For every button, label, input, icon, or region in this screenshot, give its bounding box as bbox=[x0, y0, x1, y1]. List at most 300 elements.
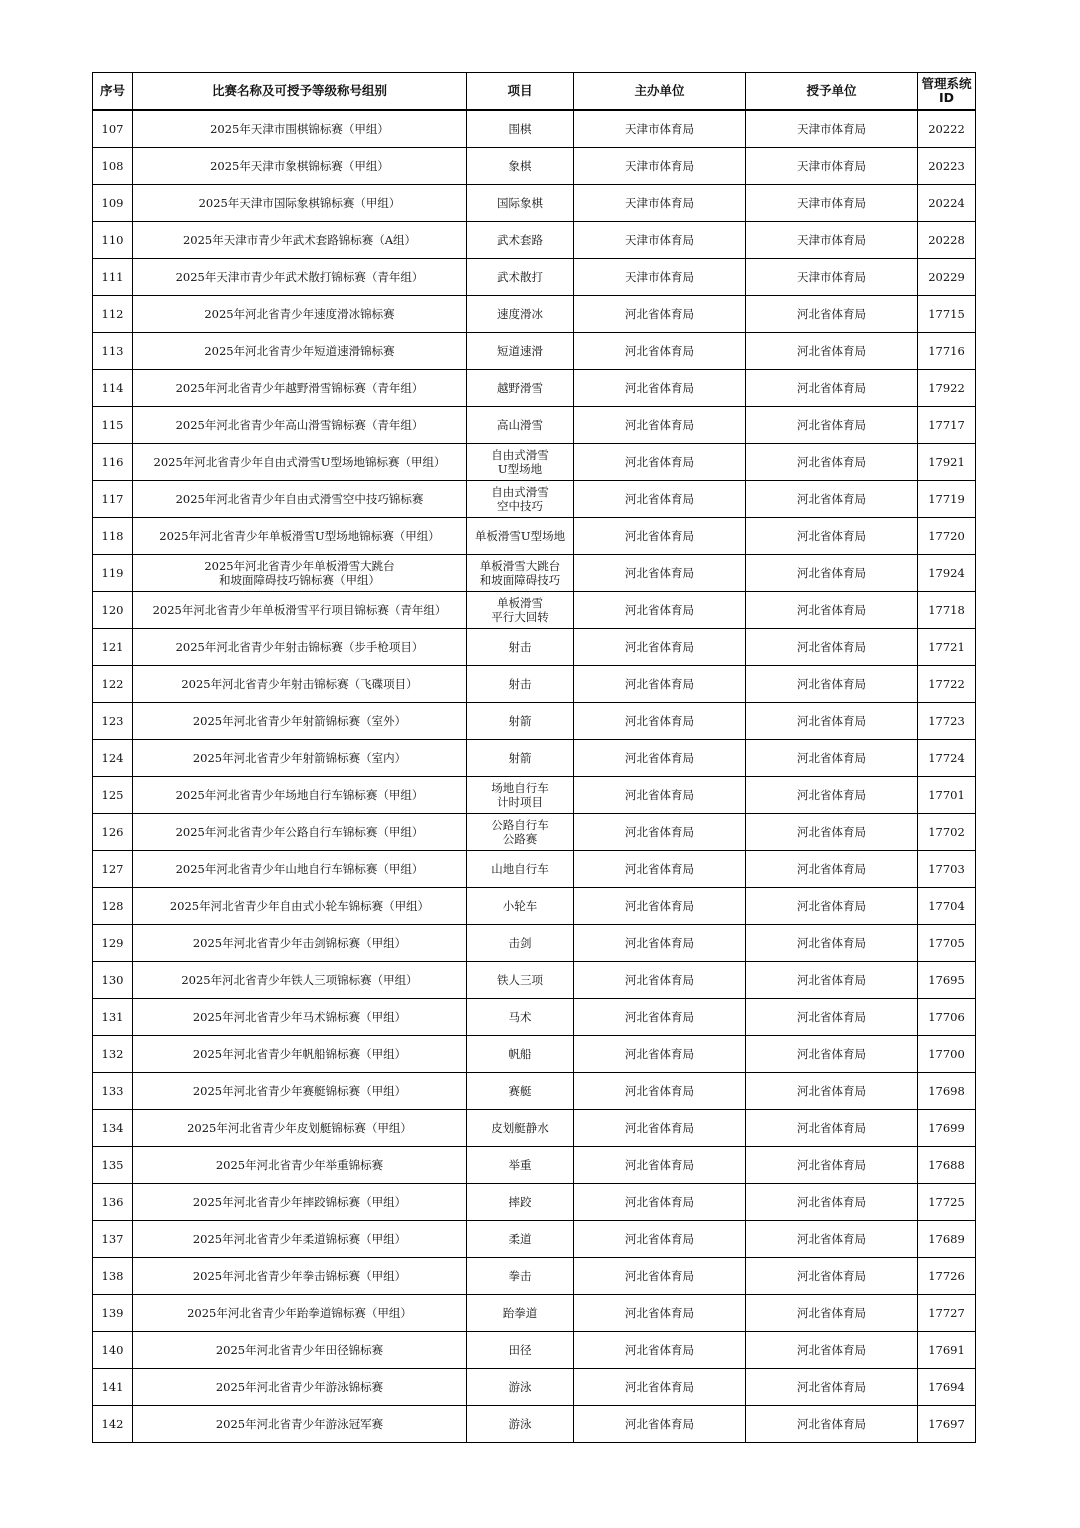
system-id-cell-text: 20222 bbox=[928, 122, 965, 136]
competition-name-cell-text: 2025年河北省青少年举重锦标赛 bbox=[215, 1158, 384, 1172]
competition-name-cell-text: 2025年河北省青少年游泳冠军赛 bbox=[215, 1417, 384, 1431]
event-cell-text: 击剑 bbox=[508, 936, 532, 950]
competition-name-cell-text: 2025年河北省青少年铁人三项锦标赛（甲组） bbox=[181, 973, 418, 987]
system-id-cell-text: 17717 bbox=[928, 418, 965, 432]
organizer-cell bbox=[574, 1110, 746, 1147]
organizer-cell-text: 天津市体育局 bbox=[625, 159, 694, 173]
system-id-cell bbox=[918, 296, 976, 333]
organizer-cell bbox=[574, 110, 746, 148]
organizer-cell bbox=[574, 555, 746, 592]
competition-name-cell-text: 2025年河北省青少年公路自行车锦标赛（甲组） bbox=[175, 825, 424, 839]
serial-cell-text: 127 bbox=[101, 862, 124, 876]
system-id-cell bbox=[918, 555, 976, 592]
organizer-cell bbox=[574, 1369, 746, 1406]
awarding-unit-cell bbox=[746, 1369, 918, 1406]
competition-name-cell bbox=[133, 1036, 467, 1073]
serial-cell bbox=[93, 1369, 133, 1406]
awarding-unit-cell-text: 河北省体育局 bbox=[797, 566, 866, 580]
event-cell-text: 皮划艇静水 bbox=[491, 1121, 549, 1135]
event-cell-text: 马术 bbox=[508, 1010, 532, 1024]
organizer-cell bbox=[574, 1221, 746, 1258]
competition-name-cell-text: 2025年河北省青少年射箭锦标赛（室外） bbox=[192, 714, 407, 728]
event-cell-text: 越野滑雪 bbox=[497, 381, 543, 395]
awarding-unit-cell-text: 河北省体育局 bbox=[797, 677, 866, 691]
competition-name-cell-text: 2025年河北省青少年田径锦标赛 bbox=[215, 1343, 384, 1357]
event-cell-text: 射箭 bbox=[508, 751, 532, 765]
organizer-cell bbox=[574, 185, 746, 222]
organizer-cell bbox=[574, 222, 746, 259]
event-cell bbox=[467, 518, 574, 555]
organizer-cell-text: 河北省体育局 bbox=[625, 1380, 694, 1394]
competition-name-cell-text: 2025年河北省青少年游泳锦标赛 bbox=[215, 1380, 384, 1394]
serial-cell bbox=[93, 148, 133, 185]
competition-name-cell bbox=[133, 1184, 467, 1221]
awarding-unit-cell-text: 河北省体育局 bbox=[797, 1121, 866, 1135]
event-cell-text: 象棋 bbox=[508, 159, 532, 173]
table-row bbox=[93, 925, 976, 962]
competition-name-cell-text: 2025年天津市象棋锦标赛（甲组） bbox=[210, 159, 389, 173]
organizer-cell bbox=[574, 481, 746, 518]
competition-name-cell-text: 2025年河北省青少年自由式滑雪空中技巧锦标赛 bbox=[175, 492, 424, 506]
serial-cell-text: 116 bbox=[101, 455, 124, 469]
serial-cell-text: 119 bbox=[101, 566, 124, 580]
serial-cell-text: 126 bbox=[101, 825, 124, 839]
awarding-unit-cell-text: 河北省体育局 bbox=[797, 825, 866, 839]
event-cell bbox=[467, 481, 574, 518]
event-cell bbox=[467, 962, 574, 999]
system-id-cell-text: 20228 bbox=[928, 233, 965, 247]
serial-cell-text: 140 bbox=[101, 1343, 124, 1357]
competition-name-cell-text: 2025年河北省青少年短道速滑锦标赛 bbox=[204, 344, 395, 358]
serial-cell bbox=[93, 629, 133, 666]
competition-name-cell-text: 2025年河北省青少年自由式小轮车锦标赛（甲组） bbox=[169, 899, 430, 913]
awarding-unit-cell bbox=[746, 666, 918, 703]
awarding-unit-cell bbox=[746, 370, 918, 407]
competition-name-cell-text: 2025年河北省青少年单板滑雪U型场地锦标赛（甲组） bbox=[159, 529, 440, 543]
system-id-cell-text: 17706 bbox=[928, 1010, 965, 1024]
table-row bbox=[93, 888, 976, 925]
competition-name-cell bbox=[133, 1406, 467, 1443]
event-cell-text: 射箭 bbox=[508, 714, 532, 728]
event-cell bbox=[467, 1147, 574, 1184]
awarding-unit-cell-text: 河北省体育局 bbox=[797, 455, 866, 469]
competition-name-cell-text: 2025年河北省青少年皮划艇锦标赛（甲组） bbox=[187, 1121, 412, 1135]
system-id-cell bbox=[918, 518, 976, 555]
organizer-cell bbox=[574, 1184, 746, 1221]
table-body bbox=[93, 110, 976, 1443]
awarding-unit-cell bbox=[746, 814, 918, 851]
serial-cell-text: 125 bbox=[101, 788, 124, 802]
table-row bbox=[93, 1110, 976, 1147]
serial-cell-text: 112 bbox=[101, 307, 124, 321]
event-cell bbox=[467, 1110, 574, 1147]
system-id-cell bbox=[918, 814, 976, 851]
competition-name-cell bbox=[133, 925, 467, 962]
event-cell-text: 武术套路 bbox=[497, 233, 543, 247]
system-id-cell bbox=[918, 851, 976, 888]
awarding-unit-cell-text: 天津市体育局 bbox=[797, 196, 866, 210]
serial-cell bbox=[93, 1147, 133, 1184]
system-id-cell bbox=[918, 333, 976, 370]
event-cell bbox=[467, 148, 574, 185]
organizer-cell bbox=[574, 518, 746, 555]
competition-name-cell bbox=[133, 148, 467, 185]
serial-cell-text: 132 bbox=[101, 1047, 124, 1061]
organizer-cell bbox=[574, 814, 746, 851]
competition-name-cell-text: 2025年河北省青少年摔跤锦标赛（甲组） bbox=[192, 1195, 407, 1209]
table-row bbox=[93, 333, 976, 370]
event-cell bbox=[467, 740, 574, 777]
system-id-cell-text: 17691 bbox=[928, 1343, 965, 1357]
awarding-unit-cell bbox=[746, 777, 918, 814]
awarding-unit-cell-text: 河北省体育局 bbox=[797, 788, 866, 802]
table-row bbox=[93, 1221, 976, 1258]
table-row bbox=[93, 814, 976, 851]
table-header-row bbox=[93, 73, 976, 111]
organizer-cell-text: 河北省体育局 bbox=[625, 1084, 694, 1098]
event-cell bbox=[467, 333, 574, 370]
organizer-cell-text: 河北省体育局 bbox=[625, 1343, 694, 1357]
serial-cell bbox=[93, 1221, 133, 1258]
table-row bbox=[93, 703, 976, 740]
organizer-cell bbox=[574, 444, 746, 481]
awarding-unit-cell bbox=[746, 481, 918, 518]
organizer-cell bbox=[574, 740, 746, 777]
system-id-cell-text: 17699 bbox=[928, 1121, 965, 1135]
event-cell bbox=[467, 814, 574, 851]
system-id-cell bbox=[918, 1369, 976, 1406]
table-row bbox=[93, 1369, 976, 1406]
organizer-cell bbox=[574, 925, 746, 962]
serial-cell-text: 131 bbox=[101, 1010, 124, 1024]
competition-name-cell-text: 2025年河北省青少年跆拳道锦标赛（甲组） bbox=[187, 1306, 412, 1320]
table-row bbox=[93, 1295, 976, 1332]
organizer-cell-text: 河北省体育局 bbox=[625, 825, 694, 839]
header-competition-name: 比赛名称及可授予等级称号组别 bbox=[133, 73, 467, 111]
competition-name-cell-text: 2025年河北省青少年山地自行车锦标赛（甲组） bbox=[175, 862, 424, 876]
awarding-unit-cell-text: 天津市体育局 bbox=[797, 233, 866, 247]
serial-cell-text: 118 bbox=[101, 529, 124, 543]
serial-cell bbox=[93, 592, 133, 629]
competition-name-cell bbox=[133, 888, 467, 925]
organizer-cell-text: 河北省体育局 bbox=[625, 677, 694, 691]
event-cell bbox=[467, 407, 574, 444]
competition-name-cell bbox=[133, 555, 467, 592]
organizer-cell-text: 河北省体育局 bbox=[625, 1269, 694, 1283]
system-id-cell bbox=[918, 1258, 976, 1295]
organizer-cell-text: 天津市体育局 bbox=[625, 233, 694, 247]
organizer-cell-text: 河北省体育局 bbox=[625, 1158, 694, 1172]
competition-name-cell-text: 2025年河北省青少年高山滑雪锦标赛（青年组） bbox=[175, 418, 424, 432]
competition-name-cell bbox=[133, 629, 467, 666]
awarding-unit-cell bbox=[746, 1110, 918, 1147]
serial-cell bbox=[93, 1036, 133, 1073]
table-row bbox=[93, 296, 976, 333]
event-cell-text: 赛艇 bbox=[508, 1084, 532, 1098]
competition-name-cell-text: 2025年河北省青少年马术锦标赛（甲组） bbox=[192, 1010, 407, 1024]
system-id-cell-text: 17688 bbox=[928, 1158, 965, 1172]
system-id-cell-text: 17695 bbox=[928, 973, 965, 987]
serial-cell-text: 108 bbox=[101, 159, 124, 173]
system-id-cell-text: 17721 bbox=[928, 640, 965, 654]
event-cell bbox=[467, 703, 574, 740]
system-id-cell bbox=[918, 703, 976, 740]
system-id-cell bbox=[918, 740, 976, 777]
event-cell bbox=[467, 185, 574, 222]
event-cell bbox=[467, 1332, 574, 1369]
serial-cell bbox=[93, 999, 133, 1036]
table-row bbox=[93, 555, 976, 592]
awarding-unit-cell-text: 河北省体育局 bbox=[797, 1232, 866, 1246]
event-cell-text: 武术散打 bbox=[497, 270, 543, 284]
serial-cell bbox=[93, 444, 133, 481]
system-id-cell-text: 17715 bbox=[928, 307, 965, 321]
organizer-cell bbox=[574, 1147, 746, 1184]
table-row bbox=[93, 1073, 976, 1110]
competition-name-cell bbox=[133, 1221, 467, 1258]
awarding-unit-cell bbox=[746, 222, 918, 259]
event-cell-text: 围棋 bbox=[508, 122, 532, 136]
organizer-cell bbox=[574, 703, 746, 740]
organizer-cell bbox=[574, 592, 746, 629]
competition-name-cell-text: 2025年河北省青少年速度滑冰锦标赛 bbox=[204, 307, 395, 321]
serial-cell-text: 139 bbox=[101, 1306, 124, 1320]
serial-cell-text: 137 bbox=[101, 1232, 124, 1246]
event-cell bbox=[467, 110, 574, 148]
serial-cell-text: 130 bbox=[101, 973, 124, 987]
event-cell bbox=[467, 555, 574, 592]
competition-name-cell-text: 2025年河北省青少年赛艇锦标赛（甲组） bbox=[192, 1084, 407, 1098]
organizer-cell-text: 天津市体育局 bbox=[625, 196, 694, 210]
awarding-unit-cell bbox=[746, 999, 918, 1036]
event-cell-text: 自由式滑雪 空中技巧 bbox=[491, 485, 549, 513]
table-row bbox=[93, 1406, 976, 1443]
system-id-cell bbox=[918, 259, 976, 296]
serial-cell bbox=[93, 1258, 133, 1295]
system-id-cell-text: 17922 bbox=[928, 381, 965, 395]
serial-cell-text: 133 bbox=[101, 1084, 124, 1098]
event-cell-text: 单板滑雪 平行大回转 bbox=[491, 596, 549, 624]
organizer-cell bbox=[574, 777, 746, 814]
competition-name-cell bbox=[133, 1147, 467, 1184]
organizer-cell-text: 河北省体育局 bbox=[625, 307, 694, 321]
system-id-cell bbox=[918, 888, 976, 925]
competition-name-cell bbox=[133, 851, 467, 888]
serial-cell bbox=[93, 1110, 133, 1147]
table-row bbox=[93, 407, 976, 444]
awarding-unit-cell-text: 河北省体育局 bbox=[797, 1010, 866, 1024]
serial-cell-text: 111 bbox=[101, 270, 124, 284]
organizer-cell bbox=[574, 629, 746, 666]
event-cell bbox=[467, 592, 574, 629]
system-id-cell bbox=[918, 629, 976, 666]
event-cell-text: 速度滑冰 bbox=[497, 307, 543, 321]
competition-name-cell-text: 2025年河北省青少年射箭锦标赛（室内） bbox=[192, 751, 407, 765]
organizer-cell-text: 河北省体育局 bbox=[625, 1195, 694, 1209]
table-row bbox=[93, 1036, 976, 1073]
system-id-cell bbox=[918, 1406, 976, 1443]
awarding-unit-cell-text: 河北省体育局 bbox=[797, 714, 866, 728]
table-row bbox=[93, 962, 976, 999]
table-row bbox=[93, 1332, 976, 1369]
awarding-unit-cell-text: 河北省体育局 bbox=[797, 418, 866, 432]
serial-cell bbox=[93, 1184, 133, 1221]
system-id-cell bbox=[918, 1073, 976, 1110]
awarding-unit-cell-text: 河北省体育局 bbox=[797, 344, 866, 358]
event-cell bbox=[467, 1258, 574, 1295]
organizer-cell-text: 河北省体育局 bbox=[625, 899, 694, 913]
competition-name-cell-text: 2025年河北省青少年自由式滑雪U型场地锦标赛（甲组） bbox=[153, 455, 446, 469]
table-row bbox=[93, 222, 976, 259]
event-cell bbox=[467, 1295, 574, 1332]
system-id-cell-text: 17700 bbox=[928, 1047, 965, 1061]
event-cell bbox=[467, 370, 574, 407]
organizer-cell-text: 河北省体育局 bbox=[625, 529, 694, 543]
header-serial: 序号 bbox=[93, 73, 133, 111]
awarding-unit-cell bbox=[746, 592, 918, 629]
competition-name-cell-text: 2025年河北省青少年射击锦标赛（步手枪项目） bbox=[175, 640, 424, 654]
awarding-unit-cell bbox=[746, 1073, 918, 1110]
organizer-cell bbox=[574, 1332, 746, 1369]
system-id-cell bbox=[918, 444, 976, 481]
awarding-unit-cell-text: 河北省体育局 bbox=[797, 1306, 866, 1320]
awarding-unit-cell bbox=[746, 444, 918, 481]
serial-cell bbox=[93, 407, 133, 444]
competition-name-cell-text: 2025年河北省青少年场地自行车锦标赛（甲组） bbox=[175, 788, 424, 802]
competition-name-cell bbox=[133, 444, 467, 481]
awarding-unit-cell bbox=[746, 925, 918, 962]
awarding-unit-cell-text: 河北省体育局 bbox=[797, 1047, 866, 1061]
competition-name-cell bbox=[133, 296, 467, 333]
awarding-unit-cell bbox=[746, 962, 918, 999]
serial-cell-text: 121 bbox=[101, 640, 124, 654]
competition-name-cell bbox=[133, 962, 467, 999]
system-id-cell bbox=[918, 999, 976, 1036]
event-cell-text: 射击 bbox=[508, 677, 532, 691]
organizer-cell-text: 河北省体育局 bbox=[625, 640, 694, 654]
competition-name-cell bbox=[133, 110, 467, 148]
event-cell-text: 田径 bbox=[508, 1343, 532, 1357]
serial-cell-text: 122 bbox=[101, 677, 124, 691]
competition-name-cell bbox=[133, 333, 467, 370]
system-id-cell-text: 17697 bbox=[928, 1417, 965, 1431]
table-row bbox=[93, 999, 976, 1036]
competition-name-cell bbox=[133, 703, 467, 740]
awarding-unit-cell bbox=[746, 110, 918, 148]
system-id-cell-text: 17723 bbox=[928, 714, 965, 728]
competition-name-cell bbox=[133, 1258, 467, 1295]
serial-cell bbox=[93, 333, 133, 370]
awarding-unit-cell-text: 河北省体育局 bbox=[797, 1417, 866, 1431]
system-id-cell bbox=[918, 222, 976, 259]
serial-cell bbox=[93, 370, 133, 407]
competition-name-cell bbox=[133, 592, 467, 629]
organizer-cell-text: 河北省体育局 bbox=[625, 1010, 694, 1024]
serial-cell bbox=[93, 481, 133, 518]
table-row bbox=[93, 110, 976, 148]
serial-cell bbox=[93, 296, 133, 333]
system-id-cell bbox=[918, 1036, 976, 1073]
awarding-unit-cell-text: 河北省体育局 bbox=[797, 1380, 866, 1394]
system-id-cell-text: 17703 bbox=[928, 862, 965, 876]
awarding-unit-cell-text: 河北省体育局 bbox=[797, 1195, 866, 1209]
organizer-cell-text: 河北省体育局 bbox=[625, 381, 694, 395]
organizer-cell bbox=[574, 1406, 746, 1443]
organizer-cell-text: 河北省体育局 bbox=[625, 344, 694, 358]
event-cell bbox=[467, 1221, 574, 1258]
serial-cell-text: 110 bbox=[101, 233, 124, 247]
event-cell-text: 游泳 bbox=[508, 1417, 532, 1431]
competition-table bbox=[92, 72, 976, 1443]
awarding-unit-cell bbox=[746, 148, 918, 185]
competition-name-cell bbox=[133, 999, 467, 1036]
organizer-cell bbox=[574, 1036, 746, 1073]
organizer-cell bbox=[574, 851, 746, 888]
competition-name-cell-text: 2025年河北省青少年单板滑雪大跳台 和坡面障碍技巧锦标赛（甲组） bbox=[204, 559, 395, 587]
awarding-unit-cell-text: 天津市体育局 bbox=[797, 159, 866, 173]
awarding-unit-cell-text: 河北省体育局 bbox=[797, 307, 866, 321]
serial-cell-text: 123 bbox=[101, 714, 124, 728]
competition-name-cell-text: 2025年河北省青少年柔道锦标赛（甲组） bbox=[192, 1232, 407, 1246]
organizer-cell bbox=[574, 888, 746, 925]
serial-cell bbox=[93, 814, 133, 851]
awarding-unit-cell bbox=[746, 185, 918, 222]
organizer-cell-text: 河北省体育局 bbox=[625, 1232, 694, 1246]
table-row bbox=[93, 370, 976, 407]
event-cell bbox=[467, 444, 574, 481]
event-cell-text: 拳击 bbox=[508, 1269, 532, 1283]
organizer-cell bbox=[574, 1073, 746, 1110]
competition-name-cell bbox=[133, 1369, 467, 1406]
awarding-unit-cell-text: 河北省体育局 bbox=[797, 492, 866, 506]
competition-name-cell-text: 2025年天津市国际象棋锦标赛（甲组） bbox=[198, 196, 401, 210]
table-row bbox=[93, 1184, 976, 1221]
system-id-cell-text: 17716 bbox=[928, 344, 965, 358]
event-cell-text: 柔道 bbox=[508, 1232, 532, 1246]
awarding-unit-cell bbox=[746, 888, 918, 925]
event-cell-text: 短道速滑 bbox=[497, 344, 543, 358]
competition-name-cell-text: 2025年天津市青少年武术套路锦标赛（A组） bbox=[182, 233, 417, 247]
organizer-cell-text: 天津市体育局 bbox=[625, 270, 694, 284]
organizer-cell bbox=[574, 999, 746, 1036]
system-id-cell-text: 17921 bbox=[928, 455, 965, 469]
awarding-unit-cell-text: 河北省体育局 bbox=[797, 1343, 866, 1357]
system-id-cell-text: 17727 bbox=[928, 1306, 965, 1320]
awarding-unit-cell-text: 河北省体育局 bbox=[797, 1084, 866, 1098]
awarding-unit-cell-text: 天津市体育局 bbox=[797, 122, 866, 136]
table-row bbox=[93, 740, 976, 777]
awarding-unit-cell bbox=[746, 1036, 918, 1073]
awarding-unit-cell-text: 河北省体育局 bbox=[797, 381, 866, 395]
competition-name-cell bbox=[133, 185, 467, 222]
serial-cell-text: 120 bbox=[101, 603, 124, 617]
table-row bbox=[93, 851, 976, 888]
competition-name-cell bbox=[133, 518, 467, 555]
system-id-cell bbox=[918, 185, 976, 222]
competition-name-cell bbox=[133, 222, 467, 259]
competition-name-cell bbox=[133, 1110, 467, 1147]
awarding-unit-cell-text: 河北省体育局 bbox=[797, 899, 866, 913]
awarding-unit-cell-text: 河北省体育局 bbox=[797, 1158, 866, 1172]
system-id-cell-text: 17701 bbox=[928, 788, 965, 802]
organizer-cell bbox=[574, 407, 746, 444]
system-id-cell-text: 17725 bbox=[928, 1195, 965, 1209]
event-cell bbox=[467, 1036, 574, 1073]
organizer-cell-text: 河北省体育局 bbox=[625, 714, 694, 728]
organizer-cell bbox=[574, 962, 746, 999]
awarding-unit-cell bbox=[746, 333, 918, 370]
serial-cell bbox=[93, 110, 133, 148]
